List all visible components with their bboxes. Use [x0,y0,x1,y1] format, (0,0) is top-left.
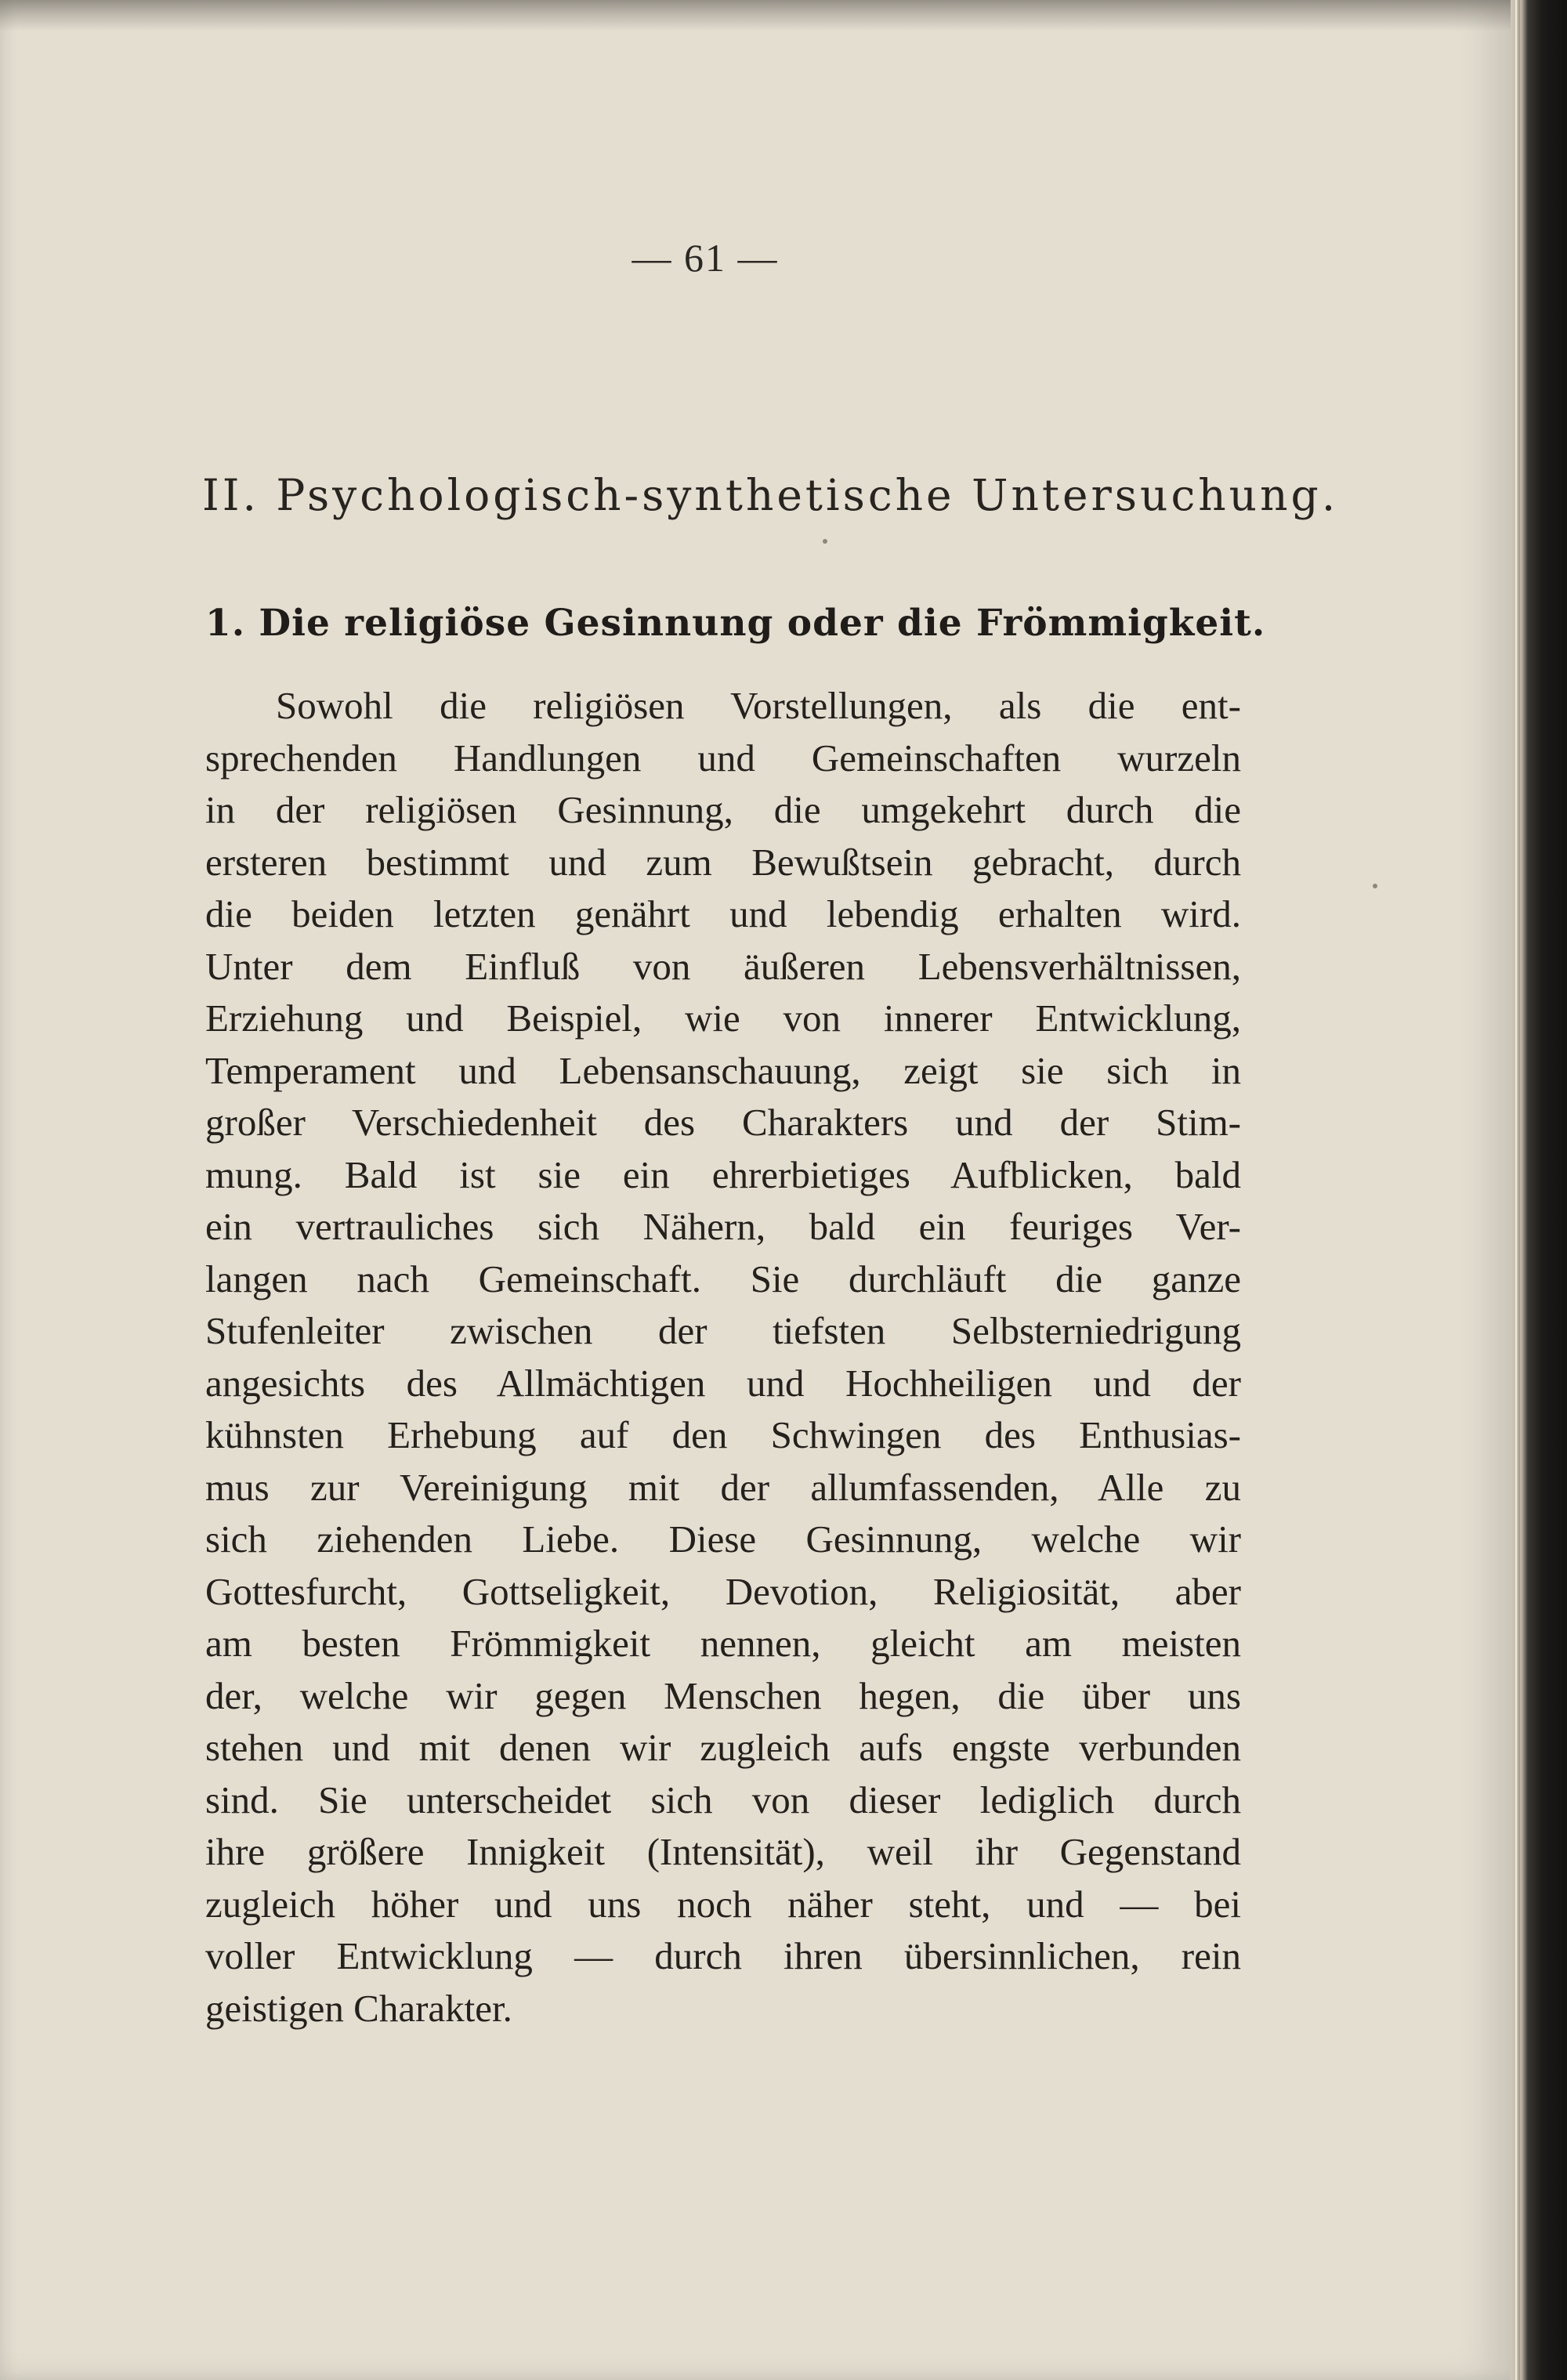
text-line: geistigen Charakter. [205,1986,512,2030]
text-line: mung. Bald ist sie ein ehrerbietiges Aufblicken, bald [205,1152,1241,1196]
text-line: Stufenleiter zwischen der tiefsten Selbsterniedrigung [205,1309,1241,1352]
section-heading: 1. Die religiöse Gesinnung oder die Frömmigkeit. [205,602,1266,645]
body-paragraph [205,680,1241,2035]
edge-line [1518,0,1520,2380]
text-line: sind. Sie unterscheidet sich von dieser lediglich durch [205,1778,1241,1821]
text-line: sich ziehenden Liebe. Diese Gesinnung, welche wir [205,1517,1241,1561]
paper-speck [823,539,827,544]
part-heading: II. Psychologisch-synthetische Untersuchung. [202,470,1339,520]
text-line: sprechenden Handlungen und Gemeinschaften wurzeln [205,736,1241,779]
page-top-shadow [0,0,1511,31]
text-line: Temperament und Lebensanschauung, zeigt sie sich in [205,1048,1241,1092]
text-line: Erziehung und Beispiel, wie von innerer Entwicklung, [205,996,1241,1040]
text-line: mus zur Vereinigung mit der allumfassenden, Alle zu [205,1465,1241,1509]
edge-line [1515,0,1517,2380]
book-edge [1511,0,1567,2380]
text-line: in der religiösen Gesinnung, die umgekehrt durch die [205,788,1241,831]
text-line: ersteren bestimmt und zum Bewußtsein gebracht, durch [205,840,1241,884]
text-line: die beiden letzten genährt und lebendig erhalten wird. [205,892,1241,935]
text-line: Sowohl die religiösen Vorstellungen, als die ent- [276,684,1241,727]
text-line: Gottesfurcht, Gottseligkeit, Devotion, Religiosität, aber [205,1569,1241,1613]
text-line: langen nach Gemeinschaft. Sie durchläuft die ganze [205,1257,1241,1300]
text-line: der, welche wir gegen Menschen hegen, die über uns [205,1673,1241,1717]
text-line: ein vertrauliches sich Nähern, bald ein feuriges Ver- [205,1205,1241,1248]
text-line: am besten Frömmigkeit nennen, gleicht am meisten [205,1622,1241,1665]
text-line: angesichts des Allmächtigen und Hochheiligen und der [205,1361,1241,1405]
text-line: kühnsten Erhebung auf den Schwingen des Enthusias- [205,1413,1241,1456]
text-line: großer Verschiedenheit des Charakters und der Stim- [205,1101,1241,1144]
text-line: voller Entwicklung — durch ihren übersinnlichen, rein [205,1934,1241,1977]
page-number: — 61 — [632,236,779,280]
text-line: zugleich höher und uns noch näher steht, und — bei [205,1882,1241,1926]
paper-speck [1373,884,1377,888]
text-line: stehen und mit denen wir zugleich aufs engste verbunden [205,1726,1241,1769]
text-line: ihre größere Innigkeit (Intensität), weil ihr Gegenstand [205,1830,1241,1873]
text-line: Unter dem Einfluß von äußeren Lebensverhältnissen, [205,944,1241,988]
